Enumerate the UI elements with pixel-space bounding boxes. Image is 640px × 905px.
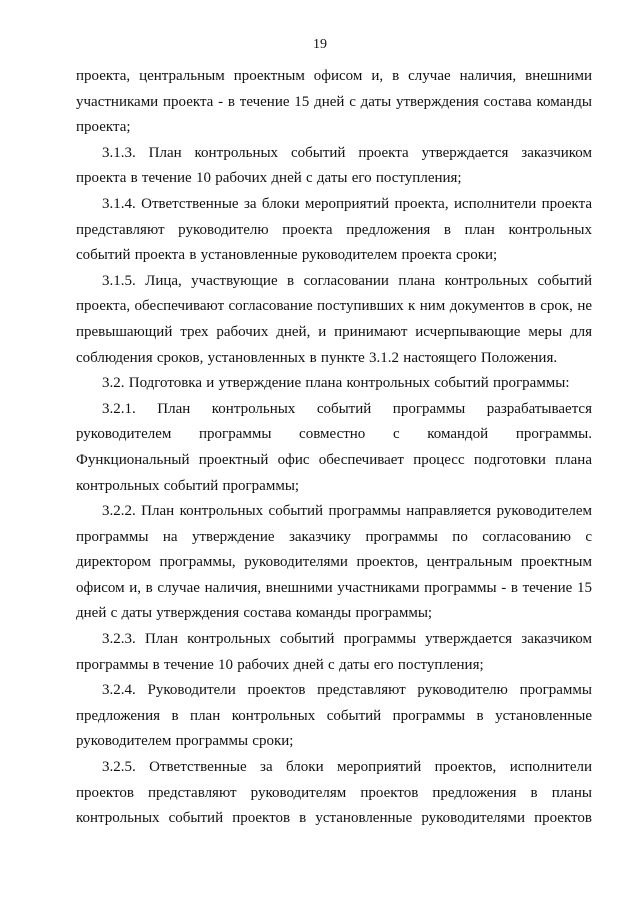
paragraph-3-2-2: 3.2.2. План контрольных событий программы направляется руководителем программы на утверждение заказчику программы по согласованию с директором программы, руководителями проектов, центральным проектным офисом и, в случае наличия, внешними участниками программы - в течение 15 дней с даты утверждения состава команды программы; [76, 503, 592, 622]
paragraph-3-2: 3.2. Подготовка и утверждение плана контрольных событий программы: [102, 375, 570, 392]
paragraph-3-2-4: 3.2.4. Руководители проектов представляют руководителю программы предложения в план контрольных событий программы в установленные руководителем программы сроки; [76, 682, 592, 750]
paragraph-3-1-5: 3.1.5. Лица, участвующие в согласовании плана контрольных событий проекта, обеспечивают согласование поступивших к ним документов в срок, не превышающий трех рабочих дней, и принимают исчерпывающие меры для соблюдения сроков, установленных в пункте 3.1.2 настоящего Положения. [76, 272, 592, 366]
paragraph-3-2-1: 3.2.1. План контрольных событий программы разрабатывается руководителем программы совместно с командой программы. Функциональный проектный офис обеспечивает процесс подготовки плана контрольных событий программы; [76, 400, 592, 494]
paragraph-3-1-4: 3.1.4. Ответственные за блоки мероприятий проекта, исполнители проекта представляют руководителю проекта предложения в план контрольных событий проекта в установленные руководителем проекта сроки; [76, 195, 592, 264]
paragraph-3-2-5: 3.2.5. Ответственные за блоки мероприятий проектов, исполнители проектов представляют руководителям проектов предложения в планы контрольных событий проектов в установленные руководителями проектов [76, 759, 592, 827]
paragraph-3-2-3: 3.2.3. План контрольных событий программы утверждается заказчиком программы в течение 10 рабочих дней с даты его поступления; [76, 631, 592, 673]
page-number: 19 [313, 37, 327, 52]
paragraph-continuation: проекта, центральным проектным офисом и, в случае наличия, внешними участниками проекта - в течение 15 дней с даты утверждения состава команды проекта; [76, 68, 592, 136]
paragraph-3-1-3: 3.1.3. План контрольных событий проекта утверждается заказчиком проекта в течение 10 рабочих дней с даты его поступления; [76, 144, 592, 187]
document-body [76, 64, 592, 832]
